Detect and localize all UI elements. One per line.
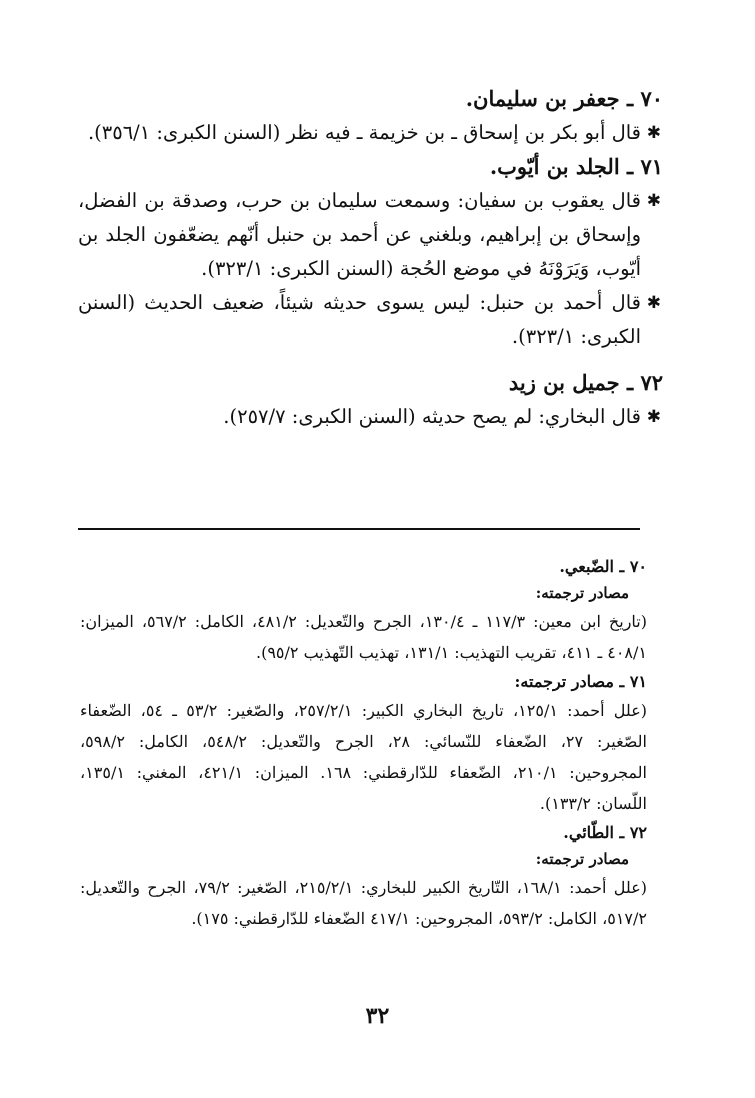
quote-text: قال أحمد بن حنبل: ليس يسوى حديثه شيئاً، ضعيف الحديث (السنن الكبرى: ٣٢٣/١). — [78, 291, 641, 348]
quote — [78, 116, 663, 150]
footnote-title: ٧١ ـ مصادر ترجمته: — [514, 672, 647, 691]
quote — [78, 184, 663, 286]
footnote-body: (تاريخ ابن معين: ١١٧/٣ ـ ١٣٠/٤، الجرح والتّعديل: ٤٨١/٢، الكامل: ٥٦٧/٢، الميزان: ٤٠٨/١ ـ ٤١١، تقريب التهذيب: ١٣١/١، تهذيب التّهذيب ٩٥/٢). — [80, 612, 647, 662]
footnotes — [80, 553, 647, 934]
footnote-subtitle: مصادر ترجمته: — [535, 584, 629, 602]
quote — [78, 286, 663, 354]
quote-text: قال يعقوب بن سفيان: وسمعت سليمان بن حرب، وصدقة بن الفضل، وإسحاق بن إبراهيم، وبلغني عن أحمد بن حنبل أنّهم يضعّفون الجلد بن أيّوب، وَيَرَوْنَهُ في موضع الحُجة (السنن الكبرى: ٣٢٣/١). — [78, 189, 641, 280]
entry-70 — [78, 82, 663, 150]
main-text — [78, 82, 663, 434]
asterisk-icon: ✱ — [646, 123, 661, 143]
footnote-body: (علل أحمد: ١٦٨/١، التّاريخ الكبير للبخاري: ٢١٥/٢/١، الصّغير: ٧٩/٢، الجرح والتّعديل: ٥١٧/٢، الكامل: ٥٩٣/٢، المجروحين: ٤١٧/١ الضّعفاء للدّارقطني: ١٧٥). — [80, 878, 648, 928]
asterisk-icon: ✱ — [646, 293, 661, 313]
asterisk-icon: ✱ — [646, 407, 661, 427]
footnote-71 — [80, 668, 647, 819]
quote-text: قال أبو بكر بن إسحاق ـ بن خزيمة ـ فيه نظر (السنن الكبرى: ٣٥٦/١). — [87, 121, 641, 144]
footnote-subtitle: مصادر ترجمته: — [535, 850, 629, 868]
footnote-70 — [80, 553, 647, 668]
entry-title: ٧٠ ـ جعفر بن سليمان. — [465, 86, 663, 111]
footnote-72 — [80, 819, 647, 934]
entry-72 — [78, 366, 663, 434]
page-number: ٣٢ — [365, 1003, 390, 1029]
entry-71 — [78, 150, 663, 354]
footnote-title: ٧٠ ـ الضّبعي. — [559, 557, 647, 576]
asterisk-icon: ✱ — [646, 191, 661, 211]
quote — [78, 400, 663, 434]
entry-title: ٧٢ ـ جميل بن زيد — [508, 370, 663, 395]
entry-title: ٧١ ـ الجلد بن أيّوب. — [489, 154, 663, 179]
quote-text: قال البخاري: لم يصح حديثه (السنن الكبرى: ٢٥٧/٧). — [223, 405, 641, 428]
footnote-title: ٧٢ ـ الطّائي. — [563, 823, 647, 842]
footnote-body: (علل أحمد: ١٢٥/١، تاريخ البخاري الكبير: ٢٥٧/٢/١، والصّغير: ٥٣/٢ ـ ٥٤، الضّعفاء الصّغير: ٢٧، الضّعفاء للنّسائي: ٢٨، الجرح والتّعديل: ٥٤٨/٢، الكامل: ٥٩٨/٢، المجروحين: ٢١٠/١، الضّعفاء للدّارقطني: ١٦٨. الميزان: ٤٢١/١، المغني: ١٣٥/١، اللّسان: ١٣٣/٢). — [80, 701, 648, 813]
footnote-separator — [78, 528, 640, 530]
